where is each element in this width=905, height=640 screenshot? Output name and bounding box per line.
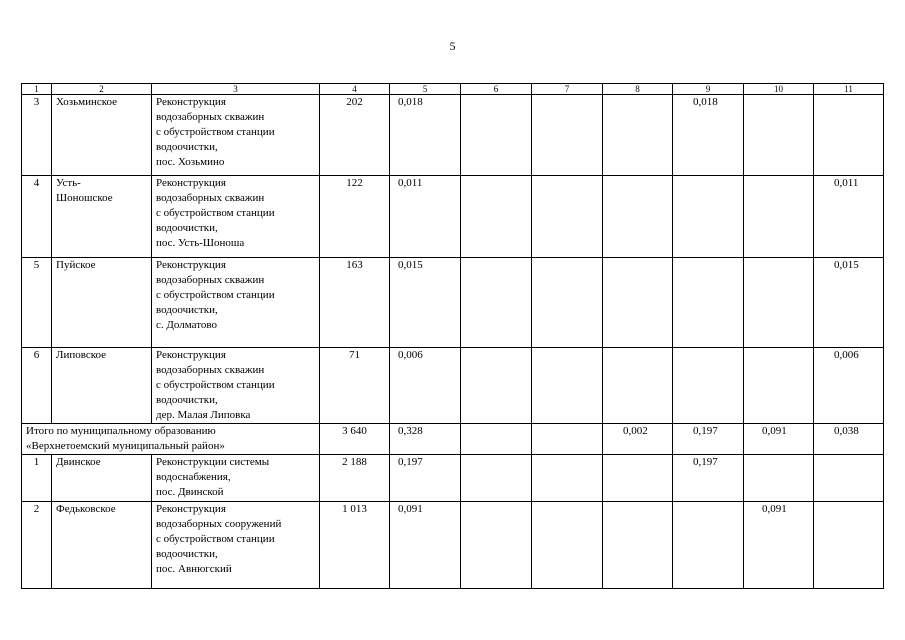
value-cell: [532, 176, 603, 258]
value-cell: 0,091: [744, 502, 814, 589]
value-cell: [814, 455, 884, 502]
value-cell: 0,011: [814, 176, 884, 258]
column-number: 3: [152, 84, 320, 95]
table-row: [22, 348, 884, 424]
municipality-name: Хозьминское: [52, 95, 152, 176]
page-number: 5: [449, 39, 456, 53]
project-description: Реконструкция водозаборных скважин с обустройством станции водоочистки, дер. Малая Липовка: [152, 348, 320, 424]
value-cell: [673, 258, 744, 348]
value-cell: [673, 348, 744, 424]
value-cell: [603, 95, 673, 176]
value-cell: [532, 95, 603, 176]
value-cell: [461, 455, 532, 502]
value-cell: [673, 502, 744, 589]
population-value: 71: [320, 348, 390, 424]
project-description: Реконструкция водозаборных скважин с обустройством станции водоочистки, пос. Усть-Шоноша: [152, 176, 320, 258]
row-number: 5: [22, 258, 52, 348]
project-description: Реконструкция водозаборных скважин с обустройством станции водоочистки, с. Долматово: [152, 258, 320, 348]
value-cell: [532, 258, 603, 348]
value-cell: [461, 348, 532, 424]
value-cell: [603, 348, 673, 424]
total-value: 0,006: [390, 348, 461, 424]
project-description: Реконструкция водозаборных сооружений с обустройством станции водоочистки, пос. Авнюгский: [152, 502, 320, 589]
value-cell: 0,091: [744, 424, 814, 455]
value-cell: [603, 258, 673, 348]
column-number: 6: [461, 84, 532, 95]
population-value: 122: [320, 176, 390, 258]
value-cell: 0,015: [814, 258, 884, 348]
project-description: Реконструкции системы водоснабжения, пос. Двинской: [152, 455, 320, 502]
column-number: 8: [603, 84, 673, 95]
value-cell: [744, 455, 814, 502]
value-cell: [814, 502, 884, 589]
value-cell: [461, 502, 532, 589]
value-cell: [603, 176, 673, 258]
table-row: [22, 95, 884, 176]
population-value: 3 640: [320, 424, 390, 455]
table-row: [22, 455, 884, 502]
value-cell: [532, 455, 603, 502]
value-cell: [461, 424, 532, 455]
value-cell: [461, 258, 532, 348]
value-cell: [532, 502, 603, 589]
population-value: 1 013: [320, 502, 390, 589]
total-value: 0,197: [390, 455, 461, 502]
row-number: 1: [22, 455, 52, 502]
municipality-name: Двинское: [52, 455, 152, 502]
total-value: 0,018: [390, 95, 461, 176]
total-value: 0,015: [390, 258, 461, 348]
total-value: 0,328: [390, 424, 461, 455]
value-cell: 0,197: [673, 455, 744, 502]
value-cell: [461, 176, 532, 258]
value-cell: [603, 502, 673, 589]
value-cell: 0,038: [814, 424, 884, 455]
column-number-row: [22, 84, 884, 95]
value-cell: 0,197: [673, 424, 744, 455]
value-cell: 0,002: [603, 424, 673, 455]
column-number: 1: [22, 84, 52, 95]
column-number: 11: [814, 84, 884, 95]
value-cell: 0,006: [814, 348, 884, 424]
column-number: 10: [744, 84, 814, 95]
total-label: Итого по муниципальному образованию «Верхнетоемский муниципальный район»: [22, 424, 320, 455]
value-cell: [744, 95, 814, 176]
value-cell: [744, 348, 814, 424]
total-value: 0,091: [390, 502, 461, 589]
population-value: 163: [320, 258, 390, 348]
column-number: 2: [52, 84, 152, 95]
municipality-name: Федьковское: [52, 502, 152, 589]
value-cell: [814, 95, 884, 176]
data-table: [21, 83, 884, 589]
total-value: 0,011: [390, 176, 461, 258]
row-number: 6: [22, 348, 52, 424]
value-cell: [461, 95, 532, 176]
municipality-name: Липовское: [52, 348, 152, 424]
total-row: [22, 424, 884, 455]
column-number: 7: [532, 84, 603, 95]
table-row: [22, 258, 884, 348]
table-row: [22, 176, 884, 258]
population-value: 2 188: [320, 455, 390, 502]
row-number: 3: [22, 95, 52, 176]
value-cell: [603, 455, 673, 502]
value-cell: [673, 176, 744, 258]
column-number: 5: [390, 84, 461, 95]
row-number: 4: [22, 176, 52, 258]
municipality-name: Пуйское: [52, 258, 152, 348]
row-number: 2: [22, 502, 52, 589]
table-row: [22, 502, 884, 589]
municipality-name: Усть- Шоношское: [52, 176, 152, 258]
value-cell: [532, 348, 603, 424]
value-cell: 0,018: [673, 95, 744, 176]
value-cell: [532, 424, 603, 455]
value-cell: [744, 258, 814, 348]
project-description: Реконструкция водозаборных скважин с обустройством станции водоочистки, пос. Хозьмино: [152, 95, 320, 176]
value-cell: [744, 176, 814, 258]
population-value: 202: [320, 95, 390, 176]
column-number: 9: [673, 84, 744, 95]
column-number: 4: [320, 84, 390, 95]
